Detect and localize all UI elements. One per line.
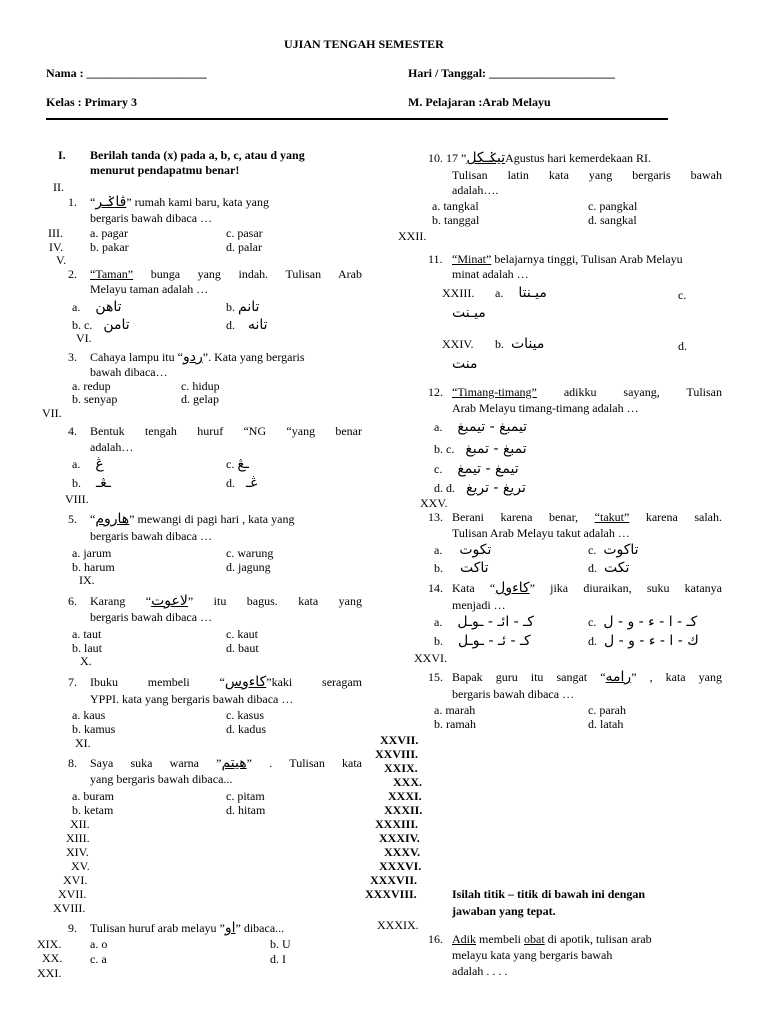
question-text-2: Arab Melayu timang-timang adalah … (452, 401, 639, 415)
option-a[interactable]: a. تاهن (72, 299, 122, 315)
option-a[interactable]: a. redup (72, 379, 111, 393)
option-a[interactable]: a. ڠ (72, 456, 104, 472)
list-marker: XVII. (58, 887, 87, 901)
date-field: Hari / Tanggal: _____________________ (408, 66, 616, 80)
question-text: Bentuk tengah huruf “NG “yang benar (90, 424, 362, 438)
question-number: 3. (68, 350, 77, 364)
question-text-2: bergaris bawah dibaca … (90, 211, 213, 225)
name-field: Nama : ____________________ (46, 66, 207, 80)
question-text: Bapak guru itu sangat “رامه” , kata yang (452, 669, 722, 685)
list-marker: XXXII. (384, 803, 423, 817)
question-number: 12. (428, 385, 443, 399)
option-c[interactable]: b. تانم (226, 299, 260, 315)
option-b[interactable]: b. ـڠـ (72, 475, 111, 491)
question-text-2: Melayu taman adalah … (90, 282, 209, 296)
option-d[interactable]: d. ڠـ (226, 475, 259, 491)
option-b[interactable]: b. ketam (72, 803, 114, 817)
option-c[interactable]: c. (678, 288, 687, 302)
question-text: Tulisan huruf arab melayu ”او” dibaca... (90, 920, 285, 936)
list-marker: XXXVI. (379, 859, 422, 873)
question-text-2: Tulisan latin kata yang bergaris bawah (452, 168, 722, 182)
question-text: “Minat” belajarnya tinggi, Tulisan Arab Melayu (452, 252, 683, 266)
option-a[interactable]: a. تكوت (434, 542, 492, 558)
question-number: 8. (68, 756, 77, 770)
option-a[interactable]: a. o (90, 937, 108, 951)
list-marker: XII. (70, 817, 90, 831)
question-text-2: bawah dibaca… (90, 365, 168, 379)
option-b[interactable]: b. laut (72, 641, 102, 655)
question-number: 6. (68, 594, 77, 608)
option-c[interactable]: c. تيمغ - تيمغ (434, 461, 519, 477)
option-c[interactable]: c. pangkal (588, 199, 638, 213)
option-d[interactable]: d. jagung (226, 560, 271, 574)
question-number: 4. (68, 424, 77, 438)
list-marker: XXIX. (384, 761, 418, 775)
option-a[interactable]: a. jarum (72, 546, 112, 560)
question-text: Saya suka warna ”هيتم” . Tulisan kata (90, 755, 363, 771)
subject-field: M. Pelajaran :Arab Melayu (408, 95, 551, 109)
class-field: Kelas : Primary 3 (46, 95, 137, 109)
option-d[interactable]: d. ك - ا - ء - و - ل (588, 633, 699, 649)
question-text: “هاروم” mewangi di pagi hari , kata yang (90, 511, 295, 527)
question-number: 15. (428, 670, 443, 684)
option-b[interactable]: b. c. تامن (72, 317, 130, 333)
option-c[interactable]: c. parah (588, 703, 626, 717)
option-b[interactable]: b. kamus (72, 722, 116, 736)
option-c[interactable]: c. hidup (181, 379, 220, 393)
list-marker: XXII. (398, 229, 427, 243)
question-text-2: melayu kata yang bergaris bawah (452, 948, 613, 962)
question-text-2: adalah… (90, 440, 134, 454)
option-b[interactable]: b. pakar (90, 240, 129, 254)
option-a[interactable]: a. taut (72, 627, 102, 641)
option-c[interactable]: c. kaut (226, 627, 258, 641)
list-marker: XV. (71, 859, 90, 873)
question-number: 2. (68, 267, 77, 281)
option-a[interactable]: a. ميـنتا (495, 285, 547, 301)
option-d[interactable]: d. (678, 339, 687, 353)
question-number: 1. (68, 195, 77, 209)
option-d[interactable]: d. gelap (181, 392, 219, 406)
list-marker: II. (53, 180, 64, 194)
list-marker: XXXI. (388, 789, 422, 803)
question-text: Ibuku membeli “كاءوس”kaki seragam (90, 674, 362, 690)
list-marker: IV. (49, 240, 64, 254)
question-text: “Taman” bunga yang indah. Tulisan Arab (90, 267, 362, 281)
question-text-2: Tulisan Arab Melayu takut adalah … (452, 526, 630, 540)
list-marker: XXVI. (414, 651, 447, 665)
option-a[interactable]: a. marah (434, 703, 476, 717)
question-text-2: YPPI. kata yang bergaris bawah dibaca … (90, 692, 294, 706)
list-marker: XIX. (37, 937, 62, 951)
list-marker: VIII. (65, 492, 89, 506)
list-marker: IX. (79, 573, 95, 587)
list-marker: XXXIV. (379, 831, 420, 845)
list-marker: XXXVIII. (365, 887, 417, 901)
question-number: 7. (68, 675, 77, 689)
list-marker: XIV. (66, 845, 89, 859)
section-number: I. (58, 148, 66, 162)
section-instruction: Berilah tanda (x) pada a, b, c, atau d yang (90, 148, 305, 162)
option-d[interactable]: d. تانه (226, 317, 268, 333)
option-c[interactable]: c. تاكوت (588, 542, 639, 558)
option-d[interactable]: d. sangkal (588, 213, 637, 227)
option-d[interactable]: d. hitam (226, 803, 266, 817)
option-a[interactable]: a. kaus (72, 708, 106, 722)
option-c[interactable]: c. a (90, 952, 107, 966)
page-title: UJIAN TENGAH SEMESTER (284, 37, 444, 51)
question-text-2: minat adalah … (452, 267, 529, 281)
question-text: Cahaya lampu itu “ردو”. Kata yang bergaris (90, 349, 305, 365)
question-text-2: bergaris bawah dibaca … (90, 529, 213, 543)
list-marker: XXXIX. (377, 918, 419, 932)
list-marker: XXVII. (380, 733, 419, 747)
option-c[interactable]: c. pitam (226, 789, 265, 803)
list-marker: XVIII. (53, 901, 86, 915)
question-text: “ڤاݢـر” rumah kami baru, kata yang (90, 194, 269, 210)
question-number: 11. (428, 252, 443, 266)
question-text-3: adalah…. (452, 183, 499, 197)
question-text: Berani karena benar, “takut” karena salah. (452, 510, 722, 524)
option-b[interactable]: b. كـ - ئـ - ـوـل (434, 633, 531, 649)
option-b[interactable]: b. ramah (434, 717, 476, 731)
option-b[interactable]: b. c. تمبغ - تمبغ (434, 441, 527, 457)
question-text: 10. 17 ”تيݢـكلAgustus hari kemerdekaan RI. (428, 150, 652, 166)
option-d[interactable]: d. d. تريغ - تريغ (434, 480, 526, 496)
question-text-2: bergaris bawah dibaca … (452, 687, 575, 701)
list-marker: VII. (42, 406, 62, 420)
option-a[interactable]: a. كـ - ائـ - ـوـل (434, 614, 534, 630)
section-instruction-2: menurut pendapatmu benar! (90, 163, 240, 177)
option-d[interactable]: d. تكت (588, 560, 630, 576)
section-instruction: Isilah titik – titik di bawah ini dengan (452, 887, 646, 901)
list-marker: XXX. (393, 775, 422, 789)
option-b[interactable]: b. harum (72, 560, 115, 574)
header-divider (46, 118, 668, 120)
question-text-2: bergaris bawah dibaca … (90, 610, 213, 624)
option-d[interactable]: d. latah (588, 717, 624, 731)
list-marker: X. (80, 654, 92, 668)
option-b[interactable]: b. tanggal (432, 213, 480, 227)
option-d[interactable]: d. palar (226, 240, 262, 254)
question-text: Karang “لاعوت” itu bagus. kata yang (90, 593, 362, 609)
question-number: 5. (68, 512, 77, 526)
option-b[interactable]: b. مينات (495, 336, 545, 352)
question-number: 9. (68, 921, 77, 935)
list-marker: XI. (75, 736, 91, 750)
list-marker: XXXVII. (370, 873, 418, 887)
option-c[interactable]: c. ـڠ (226, 456, 249, 472)
option-c[interactable]: c. kasus (226, 708, 264, 722)
question-text: “Timang-timang” adikku sayang, Tulisan (452, 385, 722, 399)
option-a[interactable]: a. buram (72, 789, 114, 803)
question-number: 13. (428, 510, 443, 524)
list-marker: XX. (42, 951, 63, 965)
list-marker: XXIII. (442, 286, 475, 300)
question-number: 16. (428, 932, 443, 946)
question-text: Kata “كاءول” jika diuraikan, suku katanya (452, 580, 722, 596)
list-marker: III. (48, 226, 63, 240)
option-d[interactable]: d. I (270, 952, 286, 966)
option-c[interactable]: c. pasar (226, 226, 263, 240)
option-a[interactable]: a. pagar (90, 226, 128, 240)
list-marker: XXV. (420, 496, 448, 510)
option-d[interactable]: d. kadus (226, 722, 266, 736)
option-b[interactable]: b. senyap (72, 392, 118, 406)
list-marker: XXXV. (384, 845, 421, 859)
list-marker: XVI. (63, 873, 88, 887)
question-text-3: adalah . . . . (452, 964, 508, 978)
list-marker: XIII. (66, 831, 90, 845)
option-c[interactable]: c. كـ - ا - ء - و - ل (588, 614, 698, 630)
option-a[interactable]: a. تيمبغ - تيمبغ (434, 419, 528, 435)
question-number: 14. (428, 581, 443, 595)
option-c-text: ميـنت (452, 305, 486, 321)
list-marker: V. (56, 253, 67, 267)
list-marker: XXIV. (442, 337, 474, 351)
list-marker: XXVIII. (375, 747, 419, 761)
option-b[interactable]: b. تاكت (434, 560, 489, 576)
option-a[interactable]: a. tangkal (432, 199, 479, 213)
question-text: Adik membeli obat di apotik, tulisan arab (452, 932, 652, 946)
question-text-2: yang bergaris bawah dibaca... (90, 772, 233, 786)
section-instruction-2: jawaban yang tepat. (452, 904, 556, 918)
list-marker: XXI. (37, 966, 62, 980)
list-marker: VI. (76, 331, 92, 345)
option-d-text: منت (452, 356, 478, 372)
list-marker: XXXIII. (375, 817, 419, 831)
option-b[interactable]: b. U (270, 937, 291, 951)
option-d[interactable]: d. baut (226, 641, 259, 655)
question-text-2: menjadi … (452, 598, 506, 612)
option-c[interactable]: c. warung (226, 546, 274, 560)
